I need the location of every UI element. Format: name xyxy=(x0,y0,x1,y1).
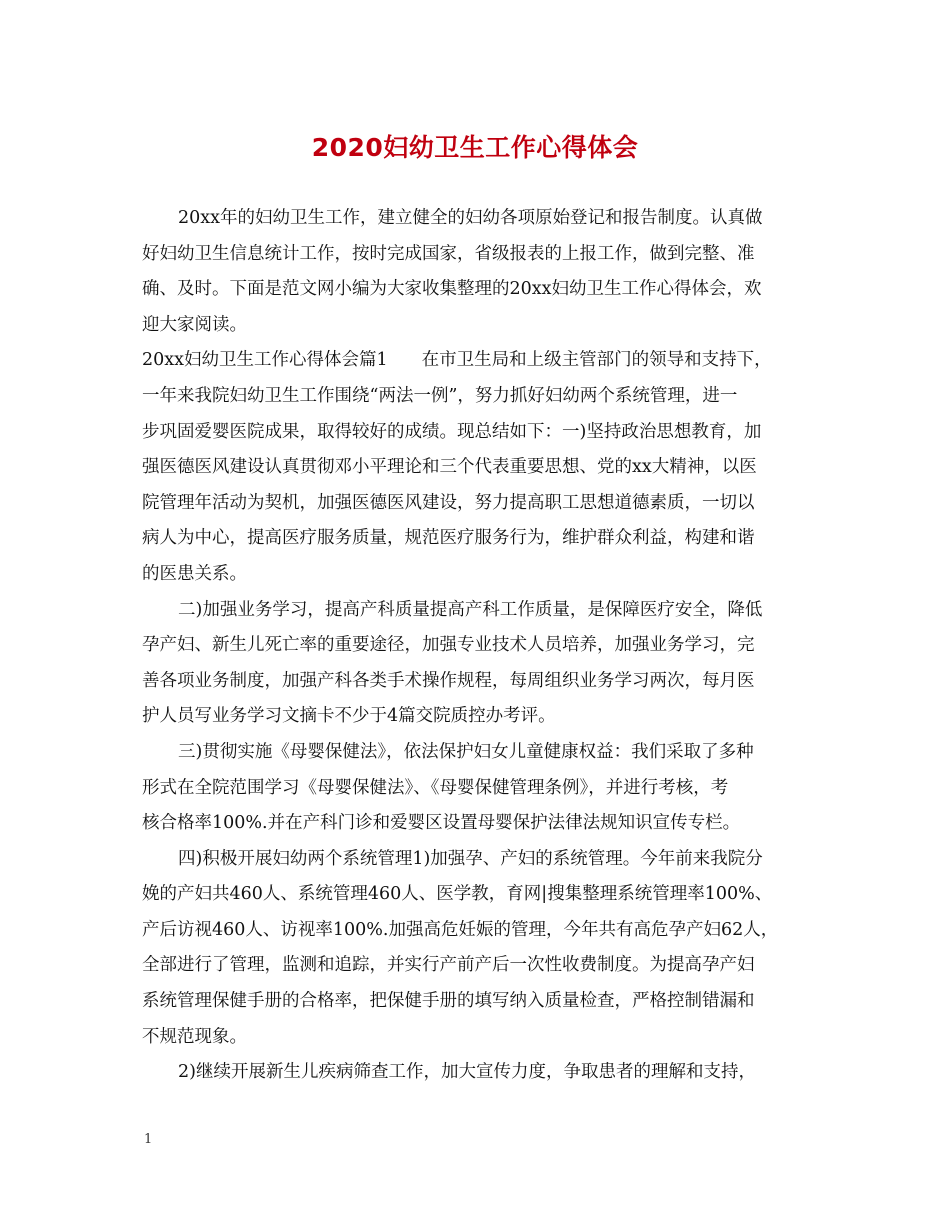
text-run: 在市卫生局和上级主管部门的领导和支持下， xyxy=(421,350,772,371)
text-line: 系统管理保健手册的合格率，把保健手册的填写纳入质量检查，严格控制错漏和 xyxy=(142,991,755,1012)
text-line: 全部进行了管理，监测和追踪，并实行产前产后一次性收费制度。为提高孕产妇 xyxy=(142,955,755,976)
text-line: 善各项业务制度，加强产科各类手术操作规程，每周组织业务学习两次，每月医 xyxy=(142,670,755,691)
text-line: 二)加强业务学习，提高产科质量提高产科工作质量，是保障医疗安全，降低 xyxy=(178,599,763,620)
text-line: 一年来我院妇幼卫生工作围绕“两法一例”，努力抓好妇幼两个系统管理，进一 xyxy=(142,385,738,406)
text-line: 强医德医风建设认真贯彻邓小平理论和三个代表重要思想、党的xx大精神，以医 xyxy=(142,457,757,478)
text-line: 不规范现象。 xyxy=(142,1026,247,1047)
text-line: 20xx年的妇幼卫生工作，建立健全的妇幼各项原始登记和报告制度。认真做 xyxy=(178,208,763,228)
text-line: 步巩固爱婴医院成果，取得较好的成绩。现总结如下：一)坚持政治思想教育，加 xyxy=(142,421,762,442)
text-line: 院管理年活动为契机，加强医德医风建设，努力提高职工思想道德素质，一切以 xyxy=(142,492,755,513)
text-line: 产后访视460人、访视率100%.加强高危妊娠的管理，今年共有高危孕产妇62人， xyxy=(142,919,779,940)
text-line: 形式在全院范围学习《母婴保健法》、《母婴保健管理条例》，并进行考核，考 xyxy=(142,777,729,798)
text-line: 确、及时。下面是范文网小编为大家收集整理的20xx妇幼卫生工作心得体会，欢 xyxy=(142,279,762,300)
text-line: 四)积极开展妇幼两个系统管理1)加强孕、产妇的系统管理。今年前来我院分 xyxy=(178,848,763,869)
text-line: 迎大家阅读。 xyxy=(142,314,247,335)
text-line: 核合格率100%.并在产科门诊和爱婴区设置母婴保护法律法规知识宣传专栏。 xyxy=(142,813,741,834)
document-body xyxy=(142,201,812,1091)
text-line: 病人为中心，提高医疗服务质量，规范医疗服务行为，维护群众利益，构建和谐 xyxy=(142,528,755,549)
text-line: 三)贯彻实施《母婴保健法》，依法保护妇女儿童健康权益：我们采取了多种 xyxy=(178,741,754,762)
text-line: 好妇幼卫生信息统计工作，按时完成国家，省级报表的上报工作，做到完整、准 xyxy=(142,243,755,264)
text-line: 的医患关系。 xyxy=(142,563,247,584)
text-line: 孕产妇、新生儿死亡率的重要途径，加强专业技术人员培养，加强业务学习，完 xyxy=(142,635,755,656)
text-line-with-heading xyxy=(142,343,812,379)
text-line: 2)继续开展新生儿疾病筛查工作，加大宣传力度，争取患者的理解和支持， xyxy=(178,1062,756,1083)
document-title: 2020妇幼卫生工作心得体会 xyxy=(311,133,639,162)
page-number: 1 xyxy=(144,1132,153,1147)
text-line: 娩的产妇共460人、系统管理460人、医学教，育网|搜集整理系统管理率100%、 xyxy=(142,884,773,905)
section-heading: 20xx妇幼卫生工作心得体会篇1 xyxy=(142,350,388,371)
text-line: 护人员写业务学习文摘卡不少于4篇交院质控办考评。 xyxy=(142,706,556,727)
